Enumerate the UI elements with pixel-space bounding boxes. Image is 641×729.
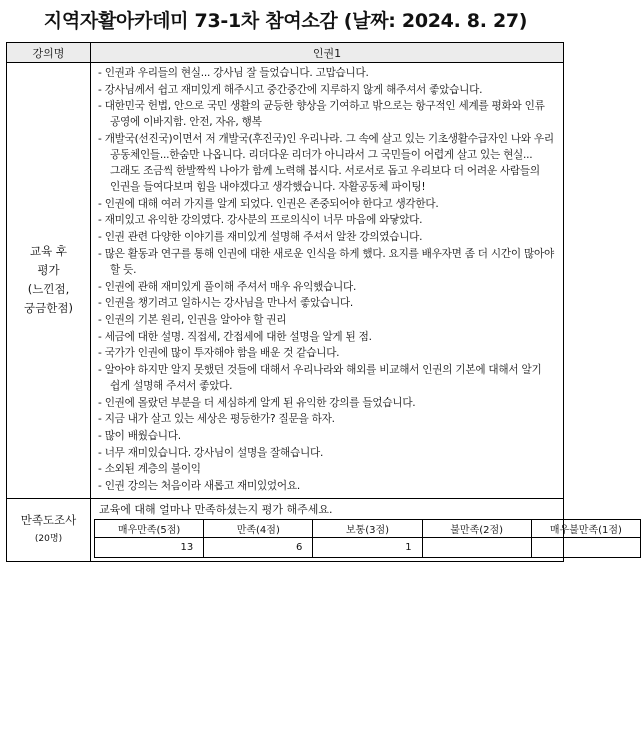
satisfaction-column-header: 매우만족(5점) — [95, 519, 204, 537]
satisfaction-column-header: 보통(3점) — [313, 519, 422, 537]
satisfaction-value — [422, 537, 531, 557]
satisfaction-header-row — [95, 519, 641, 537]
evaluation-label-line: 교육 후 — [30, 244, 67, 259]
comment-item: - 너무 재미있습니다. 강사님이 설명을 잘해습니다. — [95, 445, 557, 461]
evaluation-label — [7, 63, 91, 499]
satisfaction-value — [531, 537, 640, 557]
comment-item: - 강사님께서 쉽고 재미있게 해주시고 중간중간에 지루하지 않게 해주셔서 좋았습니다. — [95, 82, 557, 98]
satisfaction-row — [7, 498, 564, 561]
comment-item: - 알아야 하지만 알지 못했던 것들에 대해서 우리나라와 해외를 비교해서 인권의 기본에 대해서 알기 쉽게 설명해 주셔서 좋았다. — [95, 362, 557, 394]
comments-cell — [91, 63, 564, 499]
comment-item: - 지금 내가 살고 있는 세상은 평등한가? 질문을 하자. — [95, 411, 557, 427]
comment-item: - 인권을 챙기려고 일하시는 강사님을 만나서 좋았습니다. — [95, 295, 557, 311]
satisfaction-column-header: 만족(4점) — [204, 519, 313, 537]
comment-item: - 대한민국 헌법, 안으로 국민 생활의 균등한 향상을 기여하고 밖으로는 항구적인 세계를 평화와 인류 공영에 이바지함. 안전, 자유, 행복 — [95, 98, 557, 130]
satisfaction-value: 1 — [313, 537, 422, 557]
evaluation-label-line: 평가 — [37, 263, 60, 278]
comment-item: - 소외된 계층의 불이익 — [95, 461, 557, 477]
evaluation-label-line: 궁금한점) — [24, 301, 73, 316]
evaluation-row — [7, 63, 564, 499]
comment-item: - 인권에 대해 여러 가지를 알게 되었다. 인권은 존중되어야 한다고 생각한다. — [95, 196, 557, 212]
comment-item: - 인권의 기본 원리, 인권을 알아야 할 권리 — [95, 312, 557, 328]
satisfaction-column-header: 매우불만족(1점) — [531, 519, 640, 537]
comment-item: - 인권에 몰랐던 부분을 더 세심하게 알게 된 유익한 강의를 들었습니다. — [95, 395, 557, 411]
header-row — [7, 43, 564, 63]
comment-item: - 개발국(선진국)이면서 저 개발국(후진국)인 우리나라. 그 속에 살고 있는 기초생활수급자인 나와 우리 공동체인들...한숨만 나옵니다. 리더다운 리더가 아니라서 그 국민들이 어렵게 살고 있는 현실... 그래도 조금씩 한발짝씩 나아가 함께 노력해 봅시다. 서로서로 돕고 우리보다 더 어려운 사람들의 인권을 들여다보며 힘을 내야겠다고 생각했습니다. 자활공동체 파이팅! — [95, 131, 557, 195]
comment-item: - 세금에 대한 설명. 직접세, 간접세에 대한 설명을 알게 된 점. — [95, 329, 557, 345]
evaluation-label-line: (느낀점, — [27, 282, 70, 297]
satisfaction-column-header: 불만족(2점) — [422, 519, 531, 537]
feedback-table — [6, 42, 622, 562]
lecture-col-header: 강의명 — [7, 43, 91, 63]
satisfaction-label-cell — [7, 498, 91, 561]
respondent-count: (20명) — [34, 533, 63, 544]
lecture-name-header: 인권1 — [91, 43, 564, 63]
comment-item: - 많은 활동과 연구를 통해 인권에 대한 새로운 인식을 하게 했다. 요지를 배우자면 좀 더 시간이 많아야 할 듯. — [95, 246, 557, 278]
satisfaction-value-row — [95, 537, 641, 557]
comment-item: - 국가가 인권에 많이 투자해야 함을 배운 것 같습니다. — [95, 345, 557, 361]
comment-item: - 인권 강의는 처음이라 새롭고 재미있었어요. — [95, 478, 557, 494]
satisfaction-question: 교육에 대해 얼마나 만족하셨는지 평가 해주세요. — [99, 502, 333, 516]
comment-item: - 많이 배웠습니다. — [95, 428, 557, 444]
satisfaction-label: 만족도조사 — [20, 512, 77, 527]
satisfaction-table — [94, 519, 641, 558]
satisfaction-value: 6 — [204, 537, 313, 557]
comment-item: - 인권과 우리들의 현실... 강사님 잘 들었습니다. 고맙습니다. — [95, 65, 557, 81]
comment-item: - 인권에 관해 재미있게 풀이해 주셔서 매우 유익했습니다. — [95, 279, 557, 295]
comment-list — [91, 63, 563, 498]
document-title: 지역자활아카데미 73-1차 참여소감 (날짜: 2024. 8. 27) — [43, 10, 528, 32]
comment-item: - 재미있고 유익한 강의였다. 강사분의 프로의식이 너무 마음에 와닿았다. — [95, 212, 557, 228]
satisfaction-value: 13 — [95, 537, 204, 557]
comment-item: - 인권 관련 다양한 이야기를 재미있게 설명해 주셔서 알찬 강의였습니다. — [95, 229, 557, 245]
satisfaction-cell — [91, 498, 622, 561]
